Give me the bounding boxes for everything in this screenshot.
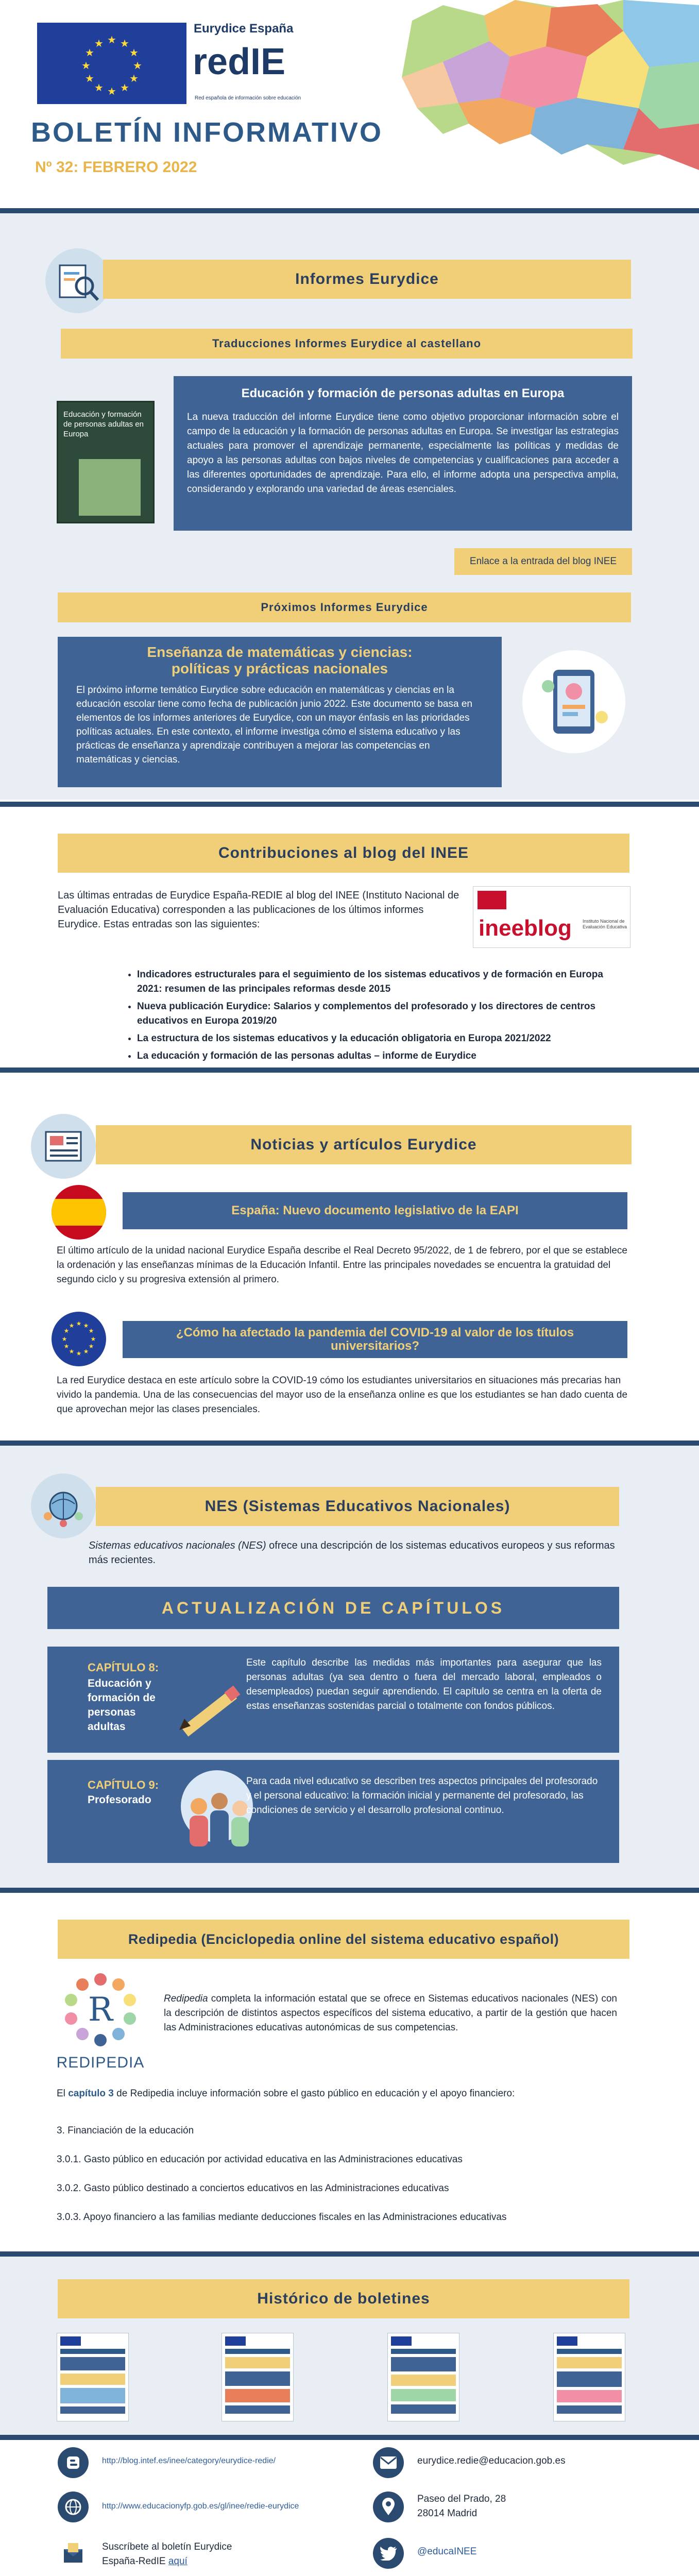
- address-line1: Paseo del Prado, 28: [417, 2494, 506, 2504]
- cap8-label: CAPÍTULO 8:: [88, 1661, 159, 1674]
- inee-blog-logo[interactable]: [473, 886, 630, 948]
- twitter-handle[interactable]: @educaINEE: [417, 2546, 477, 2557]
- section-divider: [0, 802, 699, 807]
- spain-flag-icon: [52, 1185, 106, 1240]
- blog-entry-3[interactable]: • La estructura de los sistemas educativos y la educación obligatoria en Europa 2021/2022: [137, 1031, 626, 1046]
- redipedia-logo-graphic: [52, 1969, 149, 2052]
- web-url-link[interactable]: http://www.educacionyfp.gob.es/gl/inee/redie-eurydice: [102, 2502, 299, 2511]
- section-divider: [0, 208, 699, 213]
- cap9-box: [47, 1760, 619, 1863]
- location-icon: [373, 2492, 404, 2522]
- section-divider: [0, 1440, 699, 1446]
- historico-title: Histórico de boletines: [58, 2279, 629, 2318]
- subscribe-icon: [58, 2538, 89, 2569]
- europe-map-graphic: [381, 0, 699, 170]
- mates-text: El próximo informe temático Eurydice sobre educación en matemáticas y ciencias en la educación escolar tiene como fecha de publicación junio 2022. Este documento se basa en elementos de los informes anteriores de Eurydice, con un mayor énfasis en las prioridades políticas actuales. En este contexto, el informe investiga cómo el sistema educativo y las prácticas de enseñanza y aprendizaje contribuyen a mejorar las competencias en matemáticas y ciencias.: [76, 685, 472, 765]
- svg-text:★: ★: [76, 1320, 82, 1327]
- redipedia-cap3-bold: capítulo 3: [68, 2088, 114, 2099]
- eu-flag-logo: [37, 23, 186, 104]
- blogger-icon: [58, 2447, 89, 2478]
- nes-intro-rest: ofrece una descripción de los sistemas educativos europeos y sus reformas más recientes.: [89, 1540, 615, 1566]
- redipedia-item[interactable]: 3.0.1. Gasto público en educación por actividad educativa en las Administraciones educativas: [57, 2154, 463, 2165]
- inee-blog-logo-text: ineeblog: [479, 916, 572, 941]
- espana-text: El último artículo de la unidad nacional Eurydice España describe el Real Decreto 95/2022, de 1 de febrero, por el que se establece la ordenación y las enseñanzas mínimas de la Educación Infantil. Entre las principales novedades se encuentra la gratuidad del segundo ciclo y su progresiva extensión al primero.: [57, 1245, 627, 1285]
- redipedia-logo-text: REDIPEDIA: [56, 2054, 145, 2071]
- blog-entries-list: [137, 968, 626, 1066]
- nes-title: NES (Sistemas Educativos Nacionales): [96, 1487, 619, 1526]
- book-cover-title: Educación y formación de personas adultas en Europa: [63, 410, 144, 438]
- issue-label: Nº 32: FEBRERO 2022: [35, 159, 197, 176]
- nes-intro-em: Sistemas educativos nacionales (NES): [89, 1540, 266, 1551]
- svg-text:★: ★: [107, 33, 116, 46]
- svg-text:★: ★: [85, 72, 94, 84]
- mates-title-line2: políticas y prácticas nacionales: [171, 660, 388, 676]
- svg-text:★: ★: [61, 1335, 67, 1343]
- svg-text:★: ★: [90, 1335, 96, 1343]
- adultos-text: La nueva traducción del informe Eurydice tiene como objetivo proporcionar información sobre el campo de la educación y la formación de personas adultas en Europa. Se investigar las estrategias actuales para promover el aprendizaje permanente, especialmente las políticas y medidas de apoyo a las personas adultas con bajos niveles de competencias y cualificaciones para acceder a las diferentes oportunidades de aprendizaje. Para ello, el informe adopta una perspectiva amplia, considerando y explorando una variedad de áreas esenciales.: [187, 412, 619, 495]
- traducciones-title: Traducciones Informes Eurydice al castellano: [61, 329, 633, 359]
- globe-people-icon: [31, 1473, 96, 1538]
- book-cover-photo: [79, 459, 141, 516]
- svg-text:★: ★: [88, 1343, 94, 1350]
- svg-text:★: ★: [69, 1322, 75, 1329]
- covid-title-line2: universitarios?: [330, 1339, 420, 1353]
- redipedia-title: Redipedia (Enciclopedia online del sistema educativo español): [58, 1920, 629, 1959]
- newsletter-title: BOLETÍN INFORMATIVO: [31, 117, 383, 148]
- cap8-title: Educación y formación de personas adultas: [88, 1677, 156, 1733]
- cap8-text: Este capítulo describe las medidas más importantes para asegurar que las personas adultas (ya sea dentro o fuera del mercado laboral, empleados o desempleados) puedan seguir aprendiendo. El capítulo se centra en la oferta de estas enseñanzas sostenidas parcial o totalmente con fondos públicos.: [246, 1657, 602, 1711]
- cap9-label: CAPÍTULO 9:: [88, 1778, 159, 1791]
- globe-icon: [58, 2492, 89, 2522]
- nes-intro: [89, 1538, 624, 1567]
- blog-intro: Las últimas entradas de Eurydice España-REDIE al blog del INEE (Instituto Nacional de Evaluación Educativa) corresponden a las publicaciones de los últimos informes Eurydice. Estas entradas son las siguientes:: [58, 890, 459, 930]
- redipedia-cap3-pre: El: [57, 2088, 69, 2099]
- adultos-title: Educación y formación de personas adultas en Europa: [241, 386, 565, 400]
- address-line2: 28014 Madrid: [417, 2508, 478, 2519]
- svg-text:★: ★: [88, 1327, 94, 1334]
- svg-text:★: ★: [107, 85, 116, 97]
- subscribe-text: [102, 2540, 246, 2569]
- section-divider: [0, 1888, 699, 1893]
- header: [0, 0, 699, 206]
- mates-box: [58, 637, 502, 787]
- inee-blog-logo-sub: Instituto Nacional de Evaluación Educativa: [583, 919, 627, 929]
- redipedia-cap3: [57, 2087, 628, 2101]
- brand-tagline: Red española de información sobre educación: [195, 95, 301, 101]
- past-newsletter-thumb-1[interactable]: [57, 2333, 129, 2421]
- email-address[interactable]: eurydice.redie@educacion.gob.es: [417, 2455, 566, 2466]
- pencil-icon: [168, 1667, 245, 1739]
- svg-text:R: R: [88, 1991, 113, 2029]
- covid-text: La red Eurydice destaca en este artículo sobre la COVID-19 cómo los estudiantes universitarios en situaciones más precarias han vivido la pandemia. Una de las consecuencias del mayor uso de la enseñanza online es que los estudiantes se han dado cuenta de que aprovechan mejor las clases presenciales.: [57, 1375, 628, 1415]
- blog-entry-link[interactable]: Enlace a la entrada del blog INEE: [454, 548, 632, 575]
- org-name: Eurydice España: [194, 22, 294, 36]
- math-science-icon: [522, 650, 625, 753]
- blog-title: Contribuciones al blog del INEE: [58, 834, 629, 873]
- noticias-title: Noticias y artículos Eurydice: [96, 1125, 632, 1164]
- svg-text:★: ★: [63, 1343, 70, 1350]
- svg-text:★: ★: [133, 59, 142, 72]
- redipedia-intro-em: Redipedia: [164, 1993, 208, 2004]
- redipedia-item[interactable]: 3.0.2. Gasto público destinado a conciertos educativos en las Administraciones educativas: [57, 2183, 449, 2194]
- past-newsletter-thumb-3[interactable]: [387, 2333, 459, 2421]
- newspaper-icon: [31, 1114, 96, 1179]
- svg-text:★: ★: [94, 37, 104, 49]
- eu-circle-icon: [52, 1312, 106, 1366]
- section-divider: [0, 2435, 699, 2440]
- svg-text:★: ★: [83, 1348, 89, 1355]
- redipedia-intro: [164, 1992, 617, 2035]
- mates-title-line1: Enseñanza de matemáticas y ciencias:: [147, 644, 413, 660]
- covid-title-box: [123, 1321, 627, 1358]
- subscribe-label: Suscríbete al boletín Eurydice España-RedIE: [102, 2541, 232, 2567]
- blog-url-link[interactable]: http://blog.intef.es/inee/category/eurydice-redie/: [102, 2456, 276, 2465]
- past-newsletter-thumb-2[interactable]: [221, 2333, 294, 2421]
- svg-text:★: ★: [94, 81, 104, 94]
- svg-text:★: ★: [76, 1350, 82, 1357]
- svg-text:★: ★: [85, 46, 94, 59]
- cap8-box: [47, 1647, 619, 1753]
- email-icon: [373, 2447, 404, 2478]
- redipedia-cap3-post: de Redipedia incluye información sobre el gasto público en educación y el apoyo financiero:: [113, 2088, 515, 2099]
- redipedia-logo: [52, 1969, 149, 2077]
- spain-gov-icon: [478, 891, 506, 909]
- past-newsletter-thumb-4[interactable]: [553, 2333, 625, 2421]
- adultos-box: [174, 376, 632, 531]
- book-cover-image: [57, 401, 155, 523]
- svg-text:★: ★: [120, 37, 129, 49]
- cap9-text: Para cada nivel educativo se describen tres aspectos principales del profesorado y el personal educativo: la formación inicial y permanente del profesorado, las condiciones de servicio y el desarrollo profesional continuo.: [246, 1776, 598, 1816]
- svg-text:★: ★: [63, 1327, 70, 1334]
- blog-entry-4[interactable]: • La educación y formación de las personas adultas – informe de Eurydice: [137, 1049, 626, 1063]
- svg-text:★: ★: [81, 59, 91, 72]
- espana-title-box: España: Nuevo documento legislativo de la EAPI: [123, 1192, 627, 1229]
- blog-entry-2[interactable]: • Nueva publicación Eurydice: Salarios y complementos del profesorado y los directores de centros educativos en Europa 2019/20: [137, 999, 626, 1028]
- informes-title: Informes Eurydice: [103, 260, 631, 299]
- report-search-icon: [45, 248, 110, 313]
- redipedia-intro-rest: completa la información estatal que se ofrece en Sistemas educativos nacionales (NES) con la descripción de distintos aspectos específicos del sistema educativo, a partir de la gestión que hacen las Administraciones educativas autonómicas de sus competencias.: [164, 1993, 617, 2033]
- section-divider: [0, 2251, 699, 2257]
- redipedia-item[interactable]: 3.0.3. Apoyo financiero a las familias mediante deducciones fiscales en las Administraciones educativas: [57, 2212, 507, 2223]
- cap9-title: Profesorado: [88, 1794, 151, 1806]
- redipedia-item[interactable]: 3. Financiación de la educación: [57, 2125, 194, 2136]
- covid-title-line1: ¿Cómo ha afectado la pandemia del COVID-19 al valor de los títulos: [176, 1326, 574, 1340]
- section-divider: [0, 1067, 699, 1073]
- proximos-title: Próximos Informes Eurydice: [58, 592, 631, 622]
- brand-name: redIE: [193, 41, 286, 82]
- svg-text:★: ★: [129, 72, 139, 84]
- twitter-icon: [373, 2538, 404, 2569]
- svg-text:★: ★: [69, 1348, 75, 1355]
- actualizacion-title: ACTUALIZACIÓN DE CAPÍTULOS: [47, 1587, 619, 1629]
- blog-entry-1[interactable]: • Indicadores estructurales para el seguimiento de los sistemas educativos y de formación en Europa 2021: resumen de las principales reformas desde 2015: [137, 968, 626, 996]
- subscribe-link[interactable]: aquí: [168, 2556, 187, 2567]
- svg-text:★: ★: [120, 81, 129, 94]
- svg-text:★: ★: [83, 1322, 89, 1329]
- svg-text:★: ★: [129, 46, 139, 59]
- eu-stars-icon: [37, 23, 186, 104]
